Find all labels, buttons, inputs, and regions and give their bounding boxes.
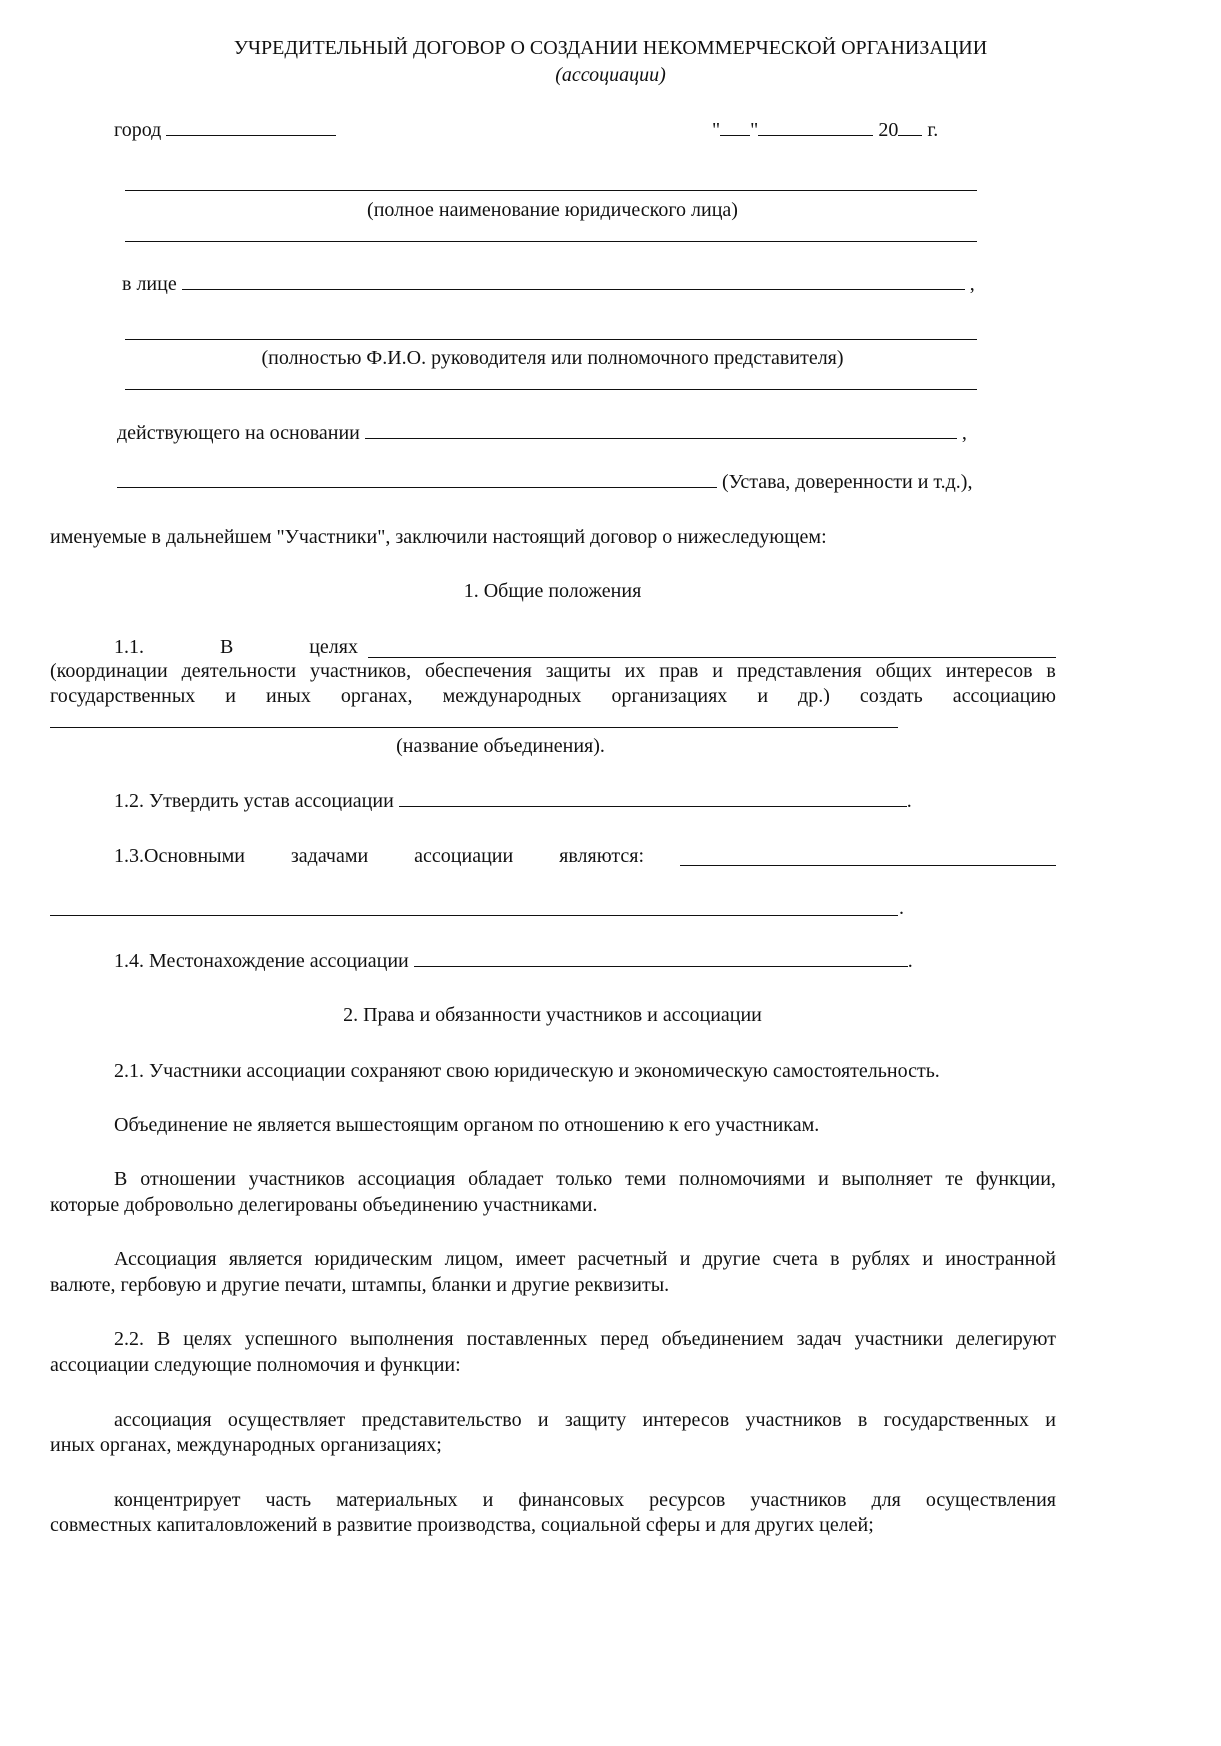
p22a-word: участников xyxy=(745,1409,842,1431)
p22a-word: в xyxy=(857,1409,868,1431)
p11-word: их xyxy=(624,660,646,682)
p21b-paragraph: Объединение не является вышестоящим органом по отношению к его участникам. xyxy=(114,1114,820,1136)
intro-paragraph: именуемые в дальнейшем "Участники", заключили настоящий договор о нижеследующем: xyxy=(50,526,827,548)
p22-word: выполнения xyxy=(350,1328,454,1350)
p22b-word: участников xyxy=(750,1489,847,1511)
p11-word: ассоциацию xyxy=(952,685,1056,707)
p22b-word: для xyxy=(871,1489,901,1511)
year-blank xyxy=(898,118,922,136)
p21d-word: рублях xyxy=(851,1248,911,1270)
city-blank xyxy=(166,118,336,136)
p13-period: . xyxy=(899,897,904,919)
basis-comma: , xyxy=(961,422,967,444)
p21c-line1 xyxy=(114,1167,1056,1191)
p11-word: интересов xyxy=(945,660,1033,682)
section-1-heading: 1. Общие положения xyxy=(463,580,642,602)
p22b-word: осуществления xyxy=(925,1489,1056,1511)
p11-word: и xyxy=(757,685,769,707)
p21c-word: те xyxy=(945,1168,964,1190)
p21d-line1 xyxy=(114,1247,1056,1271)
document-subtitle: (ассоциации) xyxy=(555,64,666,86)
p21d-word: иностранной xyxy=(945,1248,1056,1270)
p21c-word: функции, xyxy=(975,1168,1056,1190)
p22a-word: защиту xyxy=(564,1409,627,1431)
p21c-word: отношении xyxy=(140,1168,236,1190)
basis-field xyxy=(117,421,967,445)
in-person-label: в лице xyxy=(122,273,177,295)
p21c-word: теми xyxy=(625,1168,667,1190)
p22a-line1 xyxy=(114,1408,1056,1432)
p14-blank xyxy=(414,949,908,967)
date-field xyxy=(712,118,938,142)
p22-line2: ассоциации следующие полномочия и функции: xyxy=(50,1354,461,1376)
p21c-word: выполняет xyxy=(841,1168,933,1190)
p22-word: участники xyxy=(854,1328,944,1350)
p22-word: успешного xyxy=(244,1328,338,1350)
p22-word: перед xyxy=(600,1328,649,1350)
section-2-heading: 2. Права и обязанности участников и ассоциации xyxy=(343,1004,762,1026)
p11-word: прав xyxy=(659,660,699,682)
day-blank xyxy=(720,118,750,136)
p12-period: . xyxy=(906,790,912,812)
p22-word: 2.2. xyxy=(114,1328,144,1350)
p21d-word: имеет xyxy=(515,1248,566,1270)
p11-word: (координации xyxy=(50,660,168,682)
p21d-word: юридическим xyxy=(314,1248,433,1270)
p22a-word: ассоциация xyxy=(114,1409,212,1431)
p11-word: др.) xyxy=(798,685,830,707)
p21d-word: и xyxy=(679,1248,691,1270)
p21d-word: и xyxy=(922,1248,934,1270)
p11-name-blank xyxy=(50,727,898,728)
p11-line2 xyxy=(50,659,1056,683)
basis-blank xyxy=(365,421,957,439)
p22b-word: финансовых xyxy=(518,1489,625,1511)
p22b-word: концентрирует xyxy=(114,1489,241,1511)
p22b-word: и xyxy=(482,1489,494,1511)
p22b-word: ресурсов xyxy=(649,1489,726,1511)
head-name-line xyxy=(125,339,977,340)
p21d-word: лицом, xyxy=(444,1248,504,1270)
p22b-word: часть xyxy=(265,1489,312,1511)
legal-name-line-2 xyxy=(125,241,977,242)
p11-word: государственных xyxy=(50,685,196,707)
p22a-word: интересов xyxy=(642,1409,730,1431)
p22-word: объединением xyxy=(661,1328,784,1350)
p11-word: участников, xyxy=(309,660,412,682)
p11-word: обеспечения xyxy=(425,660,532,682)
p11-word: создать xyxy=(859,685,923,707)
p11-line3 xyxy=(50,684,1056,708)
p12-row xyxy=(114,789,912,813)
p13-word: являются: xyxy=(559,845,644,867)
basis-caption-row xyxy=(117,470,972,494)
p21c-word: участников xyxy=(248,1168,345,1190)
p22b-line1 xyxy=(114,1488,1056,1512)
p21c-word: ассоциация xyxy=(357,1168,456,1190)
p11-word: В xyxy=(219,636,234,658)
in-person-comma: , xyxy=(969,273,975,295)
p11-word: иных xyxy=(266,685,311,707)
date-suffix: г. xyxy=(927,119,939,141)
p11-goal-blank xyxy=(368,657,1056,658)
p21c-line2: которые добровольно делегированы объединению участниками. xyxy=(50,1194,598,1216)
p11-word: представления xyxy=(736,660,862,682)
legal-name-line xyxy=(125,190,977,191)
p21c-word: и xyxy=(818,1168,829,1190)
in-person-field xyxy=(122,272,975,296)
date-quote-open: " xyxy=(712,119,721,141)
basis-label: действующего на основании xyxy=(117,422,360,444)
p11-caption: (название объединения). xyxy=(396,735,605,757)
p22-line1 xyxy=(114,1327,1056,1351)
p13-words xyxy=(114,844,644,868)
p21d-word: другие xyxy=(702,1248,761,1270)
p11-word: защиты xyxy=(545,660,611,682)
p13-blank xyxy=(680,865,1056,866)
p11-word: общих xyxy=(875,660,932,682)
date-quote-close: " xyxy=(750,119,759,141)
p13-blank-2 xyxy=(50,915,898,916)
p14-label: 1.4. Местонахождение ассоциации xyxy=(114,950,409,972)
p22a-word: осуществляет xyxy=(227,1409,346,1431)
p12-label: 1.2. Утвердить устав ассоциации xyxy=(114,790,394,812)
p11-word: целях xyxy=(309,636,358,658)
document-title: УЧРЕДИТЕЛЬНЫЙ ДОГОВОР О СОЗДАНИИ НЕКОММЕРЧЕСКОЙ ОРГАНИЗАЦИИ xyxy=(233,37,988,59)
p22a-word: и xyxy=(1045,1409,1056,1431)
legal-name-caption: (полное наименование юридического лица) xyxy=(367,199,738,221)
p11-word: деятельности xyxy=(181,660,297,682)
p21c-word: В xyxy=(114,1168,128,1190)
p22-word: В xyxy=(156,1328,171,1350)
p21d-word: счета xyxy=(772,1248,818,1270)
p22-word: целях xyxy=(183,1328,232,1350)
p21d-word: расчетный xyxy=(577,1248,668,1270)
month-blank xyxy=(758,118,873,136)
p11-word: в xyxy=(1046,660,1056,682)
p11-word: организациях xyxy=(611,685,728,707)
p22b-word: материальных xyxy=(336,1489,458,1511)
p11-word: международных xyxy=(442,685,582,707)
p13-word: 1.3.Основными xyxy=(114,845,245,867)
head-name-caption: (полностью Ф.И.О. руководителя или полномочного представителя) xyxy=(261,347,844,369)
p21c-word: обладает xyxy=(468,1168,544,1190)
p22-word: поставленных xyxy=(466,1328,588,1350)
p14-period: . xyxy=(907,950,913,972)
year-prefix: 20 xyxy=(878,119,899,141)
p21d-word: Ассоциация xyxy=(114,1248,217,1270)
p22-word: задач xyxy=(796,1328,842,1350)
p22a-word: государственных xyxy=(883,1409,1029,1431)
p12-blank xyxy=(399,789,907,807)
p11-word: 1.1. xyxy=(114,636,144,658)
p22a-line2: иных органах, международных организациях; xyxy=(50,1434,442,1456)
p21-paragraph: 2.1. Участники ассоциации сохраняют свою юридическую и экономическую самостоятельность. xyxy=(114,1060,940,1082)
p22a-word: и xyxy=(537,1409,549,1431)
p21d-word: является xyxy=(228,1248,303,1270)
city-label: город xyxy=(114,119,162,141)
basis-caption: (Устава, доверенности и т.д.), xyxy=(722,471,973,493)
p11-word: и xyxy=(712,660,723,682)
p21d-line2: валюте, гербовую и другие печати, штампы, бланки и другие реквизиты. xyxy=(50,1274,670,1296)
in-person-blank xyxy=(182,272,965,290)
p21c-word: только xyxy=(556,1168,613,1190)
p22b-line2: совместных капиталовложений в развитие производства, социальной сферы и для других целей; xyxy=(50,1514,874,1536)
p22-word: делегируют xyxy=(955,1328,1056,1350)
p21d-word: в xyxy=(830,1248,840,1270)
p13-word: задачами xyxy=(290,845,369,867)
p22a-word: представительство xyxy=(361,1409,522,1431)
p21c-word: полномочиями xyxy=(679,1168,806,1190)
p11-word: органах, xyxy=(340,685,413,707)
basis-blank-2 xyxy=(117,470,717,488)
p14-row xyxy=(114,949,913,973)
head-name-line-2 xyxy=(125,389,977,390)
p13-word: ассоциации xyxy=(414,845,514,867)
p11-line1-words xyxy=(114,635,358,659)
city-field xyxy=(114,118,336,142)
p11-word: и xyxy=(225,685,236,707)
